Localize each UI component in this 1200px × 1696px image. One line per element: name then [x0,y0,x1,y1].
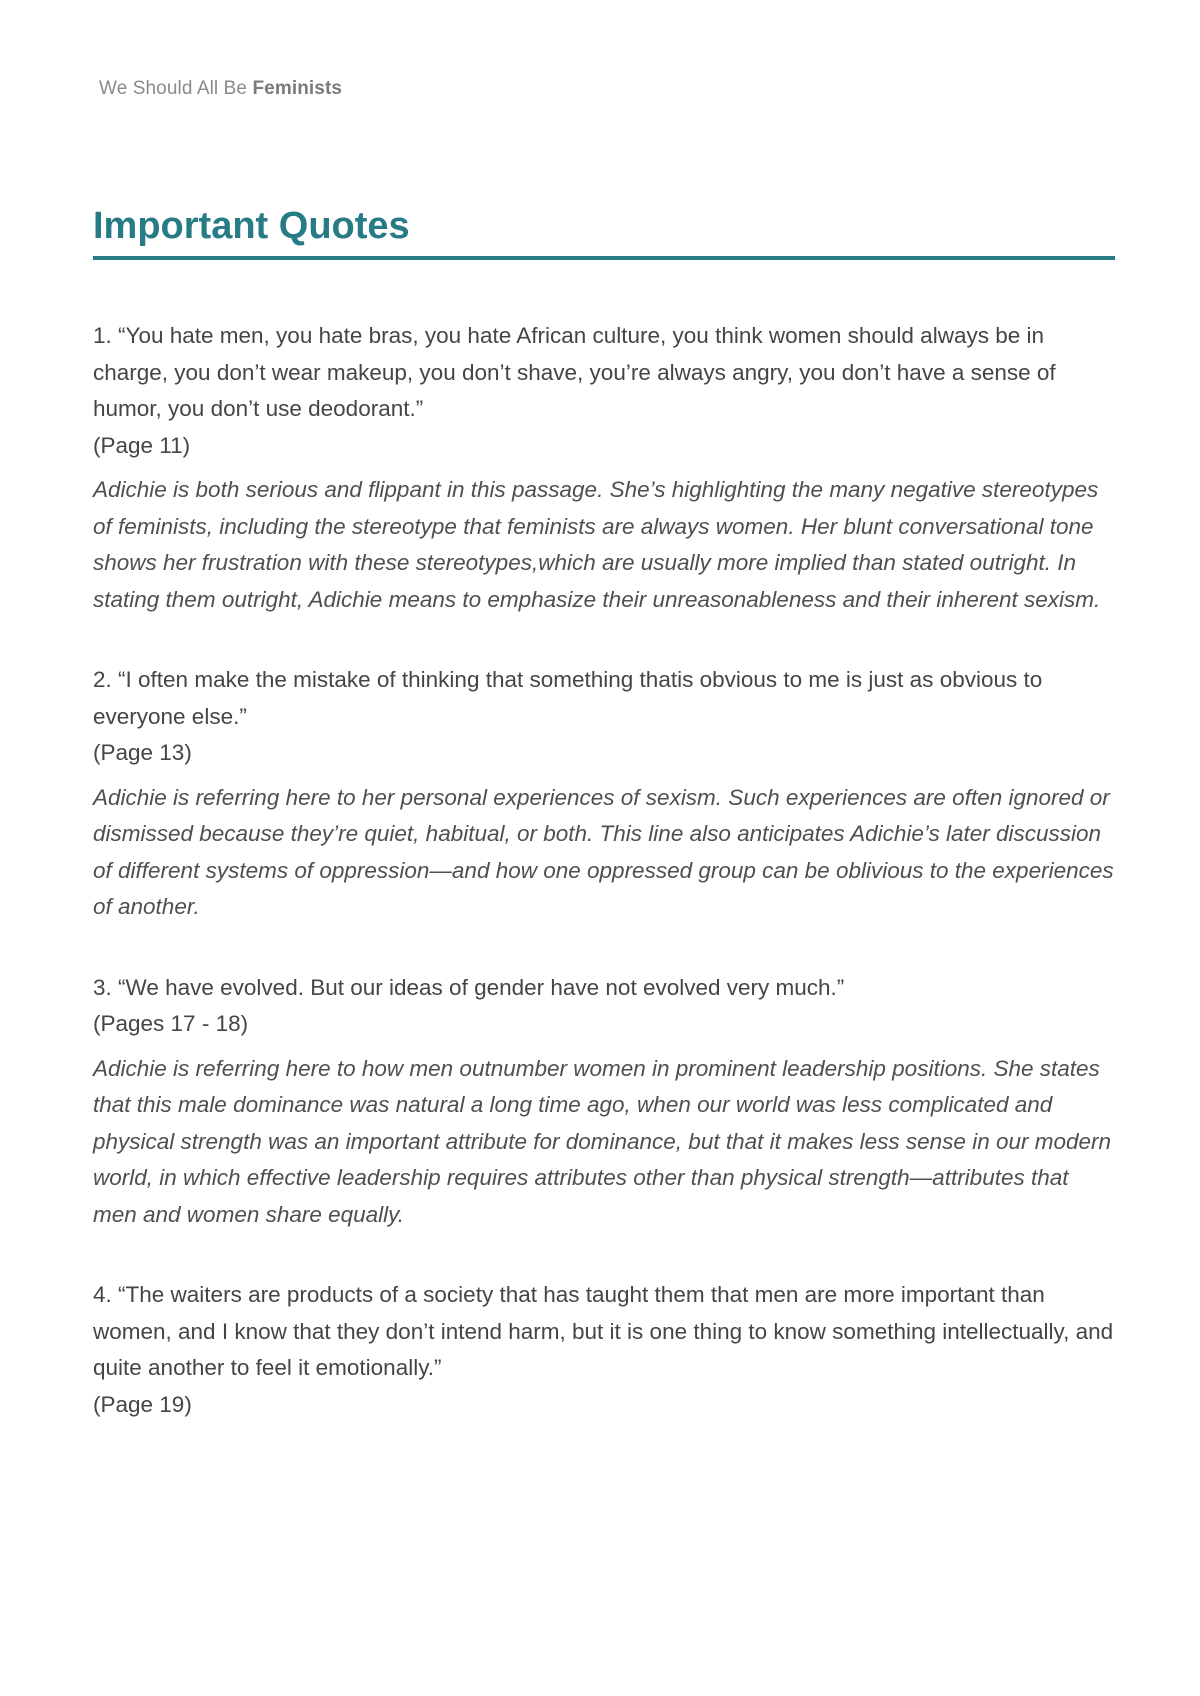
quote-page-reference: (Page 11) [93,432,191,458]
running-header-bold: Feminists [252,78,343,99]
page-content [93,202,1115,1467]
quote-item-4 [93,1277,1115,1423]
quote-commentary: Adichie is referring here to her personal experiences of sexism. Such experiences are often ignored or dismissed because they’re quiet, habitual, or both. This line also anticipates Adichie’s later discussion of different systems of oppression—and how one oppressed group can be oblivious to the experiences of another. [93,784,1114,919]
quote-text: 2. “I often make the mistake of thinking that something thatis obvious to me is just as obvious to everyone else.” [93,667,1043,729]
quote-commentary: Adichie is referring here to how men outnumber women in prominent leadership positions. She states that this male dominance was natural a long time ago, when our world was less complicated and physical strength was an important attribute for dominance, but that it makes less sense in our modern world, in which effective leadership requires attributes other than physical strength—attributes that men and women share equally. [93,1055,1112,1227]
quote-item-1 [93,318,1115,618]
quote-body: “We have evolved. But our ideas of gender have not evolved very much.” [118,974,845,1000]
quote-text: 3. “We have evolved. But our ideas of gender have not evolved very much.” [93,974,845,1000]
quote-number: 1 [93,323,106,348]
quote-number: 2 [93,667,106,692]
quote-number: 4 [93,1282,106,1307]
quote-body: “I often make the mistake of thinking that something thatis obvious to me is just as obvious to everyone else.” [93,667,1043,729]
quote-commentary: Adichie is both serious and flippant in this passage. She’s highlighting the many negative stereotypes of feminists, including the stereotype that feminists are always women. Her blunt conversational tone shows her frustration with these stereotypes,which are usually more implied than stated outright. In stating them outright, Adichie means to emphasize their unreasonableness and their inherent sexism. [93,477,1101,612]
quote-page-reference: (Pages 17 - 18) [93,1011,249,1036]
quote-text: 4. “The waiters are products of a society that has taught them that men are more important than women, and I know that they don’t intend harm, but it is one thing to know something intellectually, and quite another to feel it emotionally.” [93,1282,1114,1380]
running-header-prefix: We Should All Be [99,78,253,99]
quote-page-reference: (Page 13) [93,740,192,765]
section-title: Important Quotes [93,202,1115,260]
quote-body: “You hate men, you hate bras, you hate African culture, you think women should always be in charge, you don’t wear makeup, you don’t shave, you’re always angry, you don’t have a sense of humor, you don’t use deodorant.” [93,323,1056,421]
quote-text: 1. “You hate men, you hate bras, you hate African culture, you think women should always be in charge, you don’t wear makeup, you don’t shave, you’re always angry, you don’t have a sense of humor, you don’t use deodorant.” [93,323,1056,421]
quote-number: 3 [93,974,106,1000]
quote-item-2 [93,662,1115,926]
quote-item-3 [93,970,1115,1234]
quote-list [93,318,1115,1423]
running-header [99,78,342,100]
quote-body: “The waiters are products of a society that has taught them that men are more important than women, and I know that they don’t intend harm, but it is one thing to know something intellectually, and quite another to feel it emotionally.” [93,1282,1114,1380]
quote-page-reference: (Page 19) [93,1391,192,1417]
